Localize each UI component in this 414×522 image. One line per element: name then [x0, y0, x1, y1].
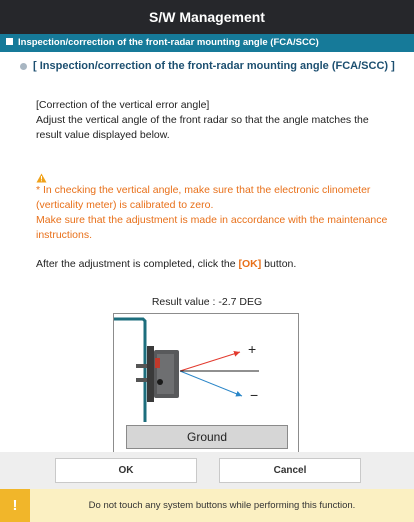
instruction-text [36, 98, 396, 143]
bullet-icon [20, 63, 27, 70]
completion-instruction [36, 258, 296, 270]
section-bar-label: Inspection/correction of the front-radar mounting angle (FCA/SCC) [18, 37, 319, 48]
caution-text [36, 183, 396, 243]
plus-label: + [248, 341, 257, 357]
result-value-label: Result value : -2.7 DEG [151, 296, 263, 308]
instruction-subtitle: [Correction of the vertical error angle] [36, 99, 210, 111]
instruction-body: Adjust the vertical angle of the front radar so that the angle matches the result value displayed below. [36, 114, 369, 141]
radar-angle-figure [113, 313, 299, 454]
button-bar [0, 452, 414, 489]
cancel-button[interactable]: Cancel [219, 458, 361, 483]
completion-ok-highlight: [OK] [238, 258, 262, 270]
ground-label: Ground [126, 425, 288, 449]
procedure-heading-label: [ Inspection/correction of the front-radar mounting angle (FCA/SCC) ] [33, 60, 395, 72]
section-bar [0, 34, 414, 52]
warning-footer [0, 489, 414, 522]
completion-prefix: After the adjustment is completed, click the [36, 258, 239, 270]
completion-suffix: button. [261, 258, 297, 270]
caution-line-calibration: * In checking the vertical angle, make sure that the electronic clinometer (verticality meter) is calibrated to zero. [36, 184, 371, 211]
exclamation-icon: ! [0, 489, 30, 522]
window-title: S/W Management [0, 0, 414, 34]
ok-button[interactable]: OK [55, 458, 197, 483]
procedure-heading [20, 60, 395, 72]
caution-line-maintenance: Make sure that the adjustment is made in accordance with the maintenance instructions. [36, 214, 388, 241]
warning-icon [36, 173, 47, 183]
radar-angle-diagram [114, 314, 300, 426]
minus-label: − [250, 387, 259, 403]
square-bullet-icon [6, 38, 13, 45]
footer-message: Do not touch any system buttons while performing this function. [88, 500, 356, 511]
